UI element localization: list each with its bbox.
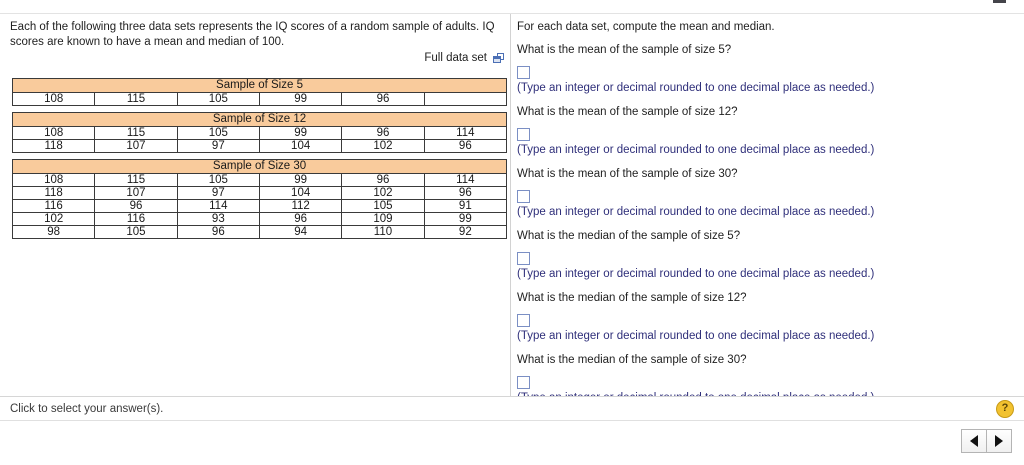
table-cell: 96 xyxy=(342,174,424,187)
table-cell: 104 xyxy=(259,140,341,153)
table-cell: 91 xyxy=(424,200,506,213)
table-cell: 96 xyxy=(177,226,259,239)
table-cell: 97 xyxy=(177,140,259,153)
question-workarea xyxy=(0,14,1024,396)
table-cell: 108 xyxy=(13,127,95,140)
table-cell: 98 xyxy=(13,226,95,239)
toolbar-icon-bottom xyxy=(993,0,1006,3)
table-cell: 116 xyxy=(95,213,177,226)
table-row xyxy=(13,213,507,226)
table-row xyxy=(13,174,507,187)
question-label-mean-30: What is the mean of the sample of size 30? xyxy=(517,168,738,180)
table-cell: 118 xyxy=(13,187,95,200)
top-toolbar-strip xyxy=(0,0,1024,13)
table-sample-size-12 xyxy=(12,112,507,153)
table-cell: 99 xyxy=(259,127,341,140)
table-cell: 114 xyxy=(424,174,506,187)
status-message: Click to select your answer(s). xyxy=(10,403,164,415)
table-cell: 107 xyxy=(95,140,177,153)
table-cell: 108 xyxy=(13,93,95,106)
hint-mean-5: (Type an integer or decimal rounded to one decimal place as needed.) xyxy=(517,82,875,94)
table-row xyxy=(13,93,507,106)
table-sample-size-30 xyxy=(12,159,507,239)
popup-icon-front xyxy=(493,56,501,63)
full-data-set-link[interactable] xyxy=(424,52,504,64)
navigation-buttons xyxy=(961,429,1012,453)
full-data-set-label: Full data set xyxy=(424,52,487,64)
table-cell: 105 xyxy=(95,226,177,239)
table-cell: 108 xyxy=(13,174,95,187)
question-label-mean-12: What is the mean of the sample of size 12? xyxy=(517,106,738,118)
table-cell: 104 xyxy=(259,187,341,200)
table-row xyxy=(13,200,507,213)
table-cell: 99 xyxy=(424,213,506,226)
table-header-row xyxy=(13,160,507,174)
question-label-median-12: What is the median of the sample of size 12? xyxy=(517,292,747,304)
answer-input-median-12[interactable] xyxy=(517,314,530,327)
table-row xyxy=(13,187,507,200)
table-cell-empty xyxy=(424,93,506,106)
problem-statement: Each of the following three data sets represents the IQ scores of a random sample of adults. IQ scores are known to have a mean and median of 100. xyxy=(10,21,495,48)
table-cell: 102 xyxy=(13,213,95,226)
table-cell: 94 xyxy=(259,226,341,239)
table-cell: 110 xyxy=(342,226,424,239)
table-cell: 99 xyxy=(259,174,341,187)
previous-button[interactable] xyxy=(961,429,987,453)
arrow-left-icon xyxy=(970,435,978,447)
table-header-row xyxy=(13,113,507,127)
table-row xyxy=(13,226,507,239)
table-cell: 112 xyxy=(259,200,341,213)
table-header-row xyxy=(13,79,507,93)
table-cell: 105 xyxy=(177,127,259,140)
table-cell: 96 xyxy=(342,127,424,140)
table-cell: 99 xyxy=(259,93,341,106)
instruction-text: For each data set, compute the mean and median. xyxy=(517,21,775,33)
status-bar xyxy=(0,396,1024,421)
hint-median-5: (Type an integer or decimal rounded to one decimal place as needed.) xyxy=(517,268,875,280)
question-label-median-30: What is the median of the sample of size 30? xyxy=(517,354,747,366)
table-row xyxy=(13,140,507,153)
table-cell: 115 xyxy=(95,127,177,140)
table-cell: 93 xyxy=(177,213,259,226)
popup-window-icon[interactable] xyxy=(493,53,504,63)
help-icon[interactable]: ? xyxy=(996,400,1014,418)
table-cell: 96 xyxy=(424,187,506,200)
hint-mean-30: (Type an integer or decimal rounded to one decimal place as needed.) xyxy=(517,206,875,218)
table-cell: 115 xyxy=(95,93,177,106)
table-cell: 105 xyxy=(342,200,424,213)
question-label-median-5: What is the median of the sample of size 5? xyxy=(517,230,741,242)
table-cell: 96 xyxy=(259,213,341,226)
hint-mean-12: (Type an integer or decimal rounded to one decimal place as needed.) xyxy=(517,144,875,156)
table-cell: 102 xyxy=(342,187,424,200)
table-cell: 118 xyxy=(13,140,95,153)
arrow-right-icon xyxy=(995,435,1003,447)
table-title: Sample of Size 12 xyxy=(13,113,507,127)
table-cell: 96 xyxy=(95,200,177,213)
answer-input-mean-30[interactable] xyxy=(517,190,530,203)
table-cell: 96 xyxy=(424,140,506,153)
answer-input-mean-5[interactable] xyxy=(517,66,530,79)
table-cell: 114 xyxy=(424,127,506,140)
table-cell: 116 xyxy=(13,200,95,213)
table-sample-size-5 xyxy=(12,78,507,106)
table-cell: 105 xyxy=(177,174,259,187)
table-title: Sample of Size 5 xyxy=(13,79,507,93)
table-cell: 115 xyxy=(95,174,177,187)
table-cell: 97 xyxy=(177,187,259,200)
table-row xyxy=(13,127,507,140)
right-pane xyxy=(511,14,1024,396)
table-title: Sample of Size 30 xyxy=(13,160,507,174)
table-cell: 109 xyxy=(342,213,424,226)
question-label-mean-5: What is the mean of the sample of size 5? xyxy=(517,44,732,56)
left-pane xyxy=(0,14,510,396)
toolbar-clipped-icon[interactable] xyxy=(993,0,1006,6)
next-button[interactable] xyxy=(987,429,1012,453)
table-cell: 107 xyxy=(95,187,177,200)
question-list xyxy=(517,20,1017,415)
table-cell: 102 xyxy=(342,140,424,153)
table-cell: 114 xyxy=(177,200,259,213)
table-cell: 92 xyxy=(424,226,506,239)
hint-median-12: (Type an integer or decimal rounded to one decimal place as needed.) xyxy=(517,330,875,342)
navigation-bar xyxy=(0,420,1024,465)
table-cell: 96 xyxy=(342,93,424,106)
table-cell: 105 xyxy=(177,93,259,106)
answer-input-median-5[interactable] xyxy=(517,252,530,265)
answer-input-mean-12[interactable] xyxy=(517,128,530,141)
answer-input-median-30[interactable] xyxy=(517,376,530,389)
